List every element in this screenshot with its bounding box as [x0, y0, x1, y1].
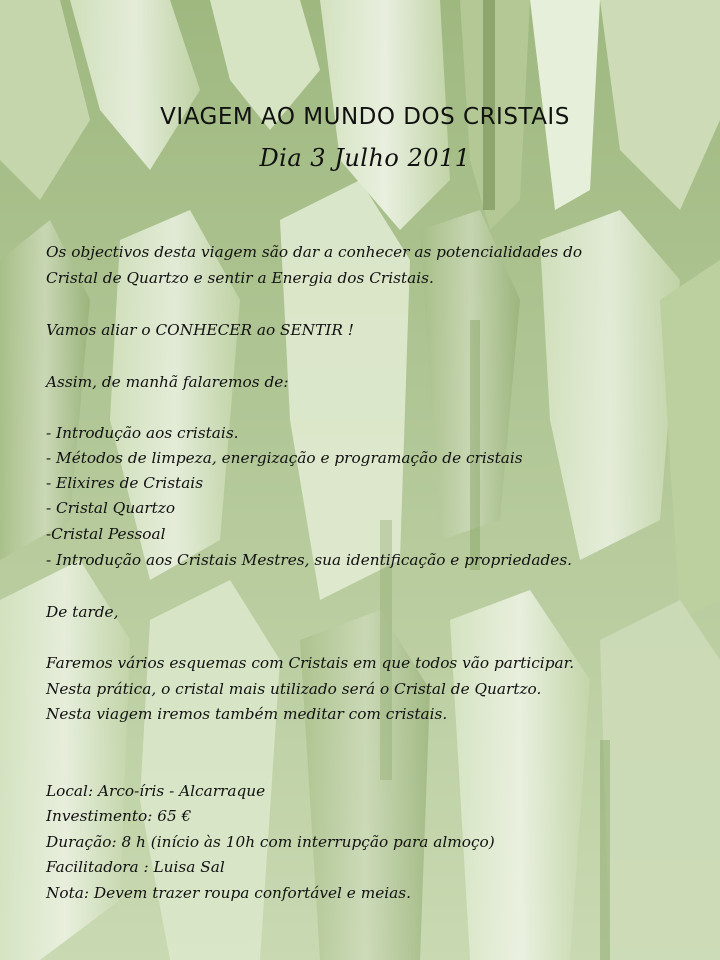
detail-location: Local: Arco-íris - Alcarraque	[46, 782, 266, 800]
morning-list-item: - Elixires de Cristais	[46, 474, 204, 492]
afternoon-line: Nesta prática, o cristal mais utilizado será o Cristal de Quartzo.	[46, 680, 542, 698]
morning-list-item: - Introdução aos cristais.	[46, 424, 239, 442]
detail-price: Investimento: 65 €	[46, 807, 192, 825]
detail-facilitator: Facilitadora : Luisa Sal	[46, 858, 225, 876]
morning-heading: Assim, de manhã falaremos de:	[46, 373, 289, 391]
morning-list-item: - Cristal Quartzo	[46, 499, 176, 517]
motto: Vamos aliar o CONHECER ao SENTIR !	[46, 321, 354, 339]
morning-list-item: - Métodos de limpeza, energização e programação de cristais	[46, 449, 523, 467]
afternoon-line: Faremos vários esquemas com Cristais em que todos vão participar.	[46, 654, 575, 672]
intro-line: Cristal de Quartzo e sentir a Energia dos Cristais.	[46, 269, 434, 287]
page-title: VIAGEM AO MUNDO DOS CRISTAIS	[160, 104, 570, 130]
afternoon-line: Nesta viagem iremos também meditar com cristais.	[46, 705, 448, 723]
detail-duration: Duração: 8 h (início às 10h com interrupção para almoço)	[46, 833, 495, 851]
event-date: Dia 3 Julho 2011	[259, 144, 471, 172]
morning-list-item: - Introdução aos Cristais Mestres, sua identificação e propriedades.	[46, 551, 573, 569]
afternoon-heading: De tarde,	[46, 603, 119, 621]
morning-list-item: -Cristal Pessoal	[46, 525, 166, 543]
detail-note: Nota: Devem trazer roupa confortável e meias.	[46, 884, 411, 902]
intro-line: Os objectivos desta viagem são dar a conhecer as potencialidades do	[46, 243, 583, 261]
